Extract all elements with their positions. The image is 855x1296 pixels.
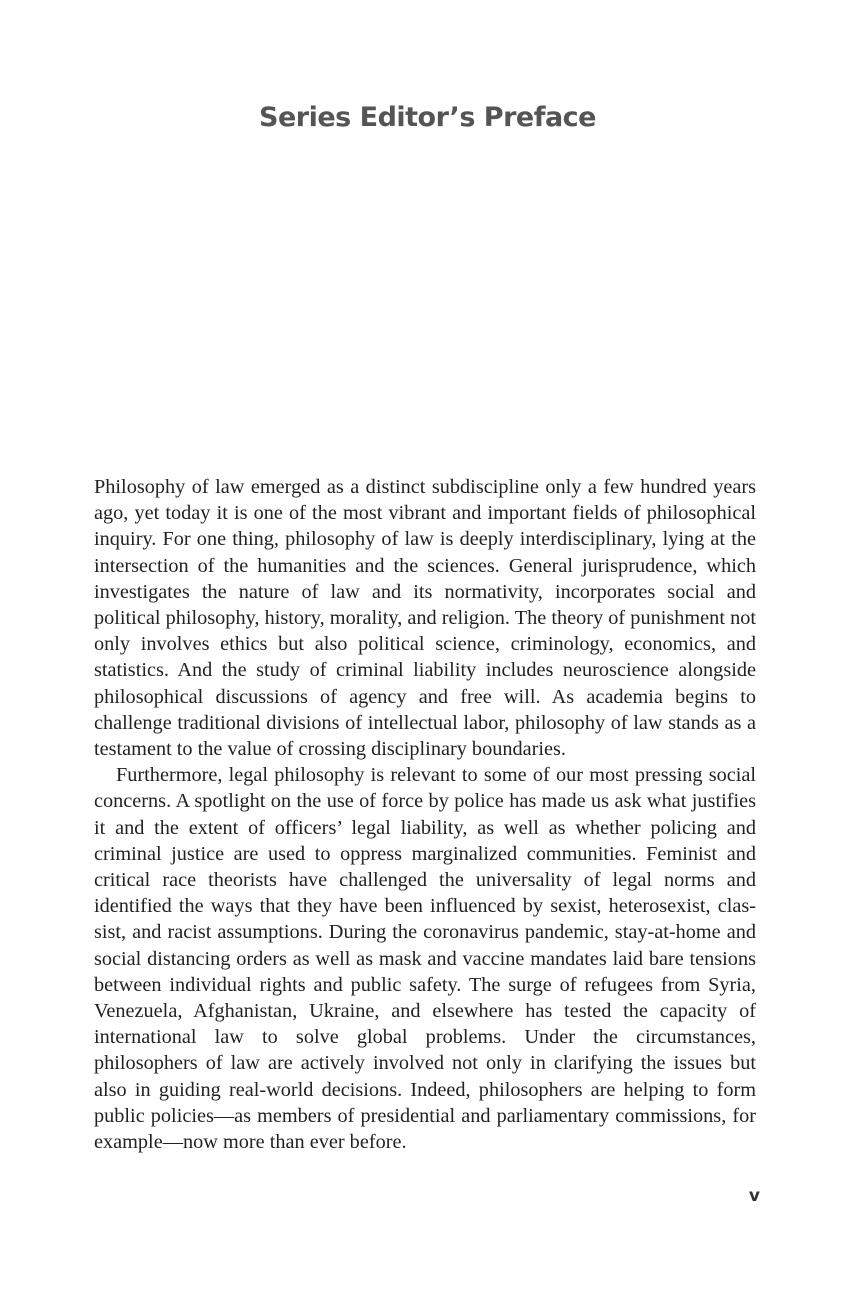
paragraph-1: Philosophy of law emerged as a distinct subdiscipline only a few hundred years ago, yet today it is one of the most vibrant and important fields of philosophical inquiry. For one thing, philosophy of law is deeply interdisciplinary, lying at the intersection of the humanities and the sciences. General jurisprudence, which investigates the nature of law and its normativity, incorporates social and political philosophy, history, morality, and religion. The theory of punishment not only involves ethics but also political science, criminology, economics, and statistics. And the study of criminal liability includes neuroscience alongside philosophical discussions of agency and free will. As academia begins to challenge traditional divisions of intellectual labor, philosophy of law stands as a testament to the value of crossing disciplinary boundaries.: [94, 476, 756, 761]
page-title: Series Editor’s Preface: [259, 102, 596, 133]
page-number: v: [748, 1186, 760, 1206]
body-text: [94, 474, 756, 1155]
paragraph-2: Furthermore, legal philosophy is relevant to some of our most pressing social concerns. A spotlight on the use of force by police has made us ask what justifies it and the extent of officers’ legal liability, as well as whether policing and criminal justice are used to oppress marginalized communities. Feminist and critical race theorists have challenged the universality of legal norms and identified the ways that they have been influenced by sexist, heterosexist, classist, and racist assumptions. During the coronavirus pandemic, stay-at-home and social distancing orders as well as mask and vaccine mandates laid bare tensions between individual rights and public safety. The surge of refugees from Syria, Venezuela, Afghanistan, Ukraine, and elsewhere has tested the capacity of international law to solve global problems. Under the circumstances, philosophers of law are actively involved not only in clarifying the issues but also in guiding real-world decisions. Indeed, philosophers are helping to form public policies—as members of presidential and parliamentary commissions, for example—now more than ever before.: [94, 764, 756, 1154]
